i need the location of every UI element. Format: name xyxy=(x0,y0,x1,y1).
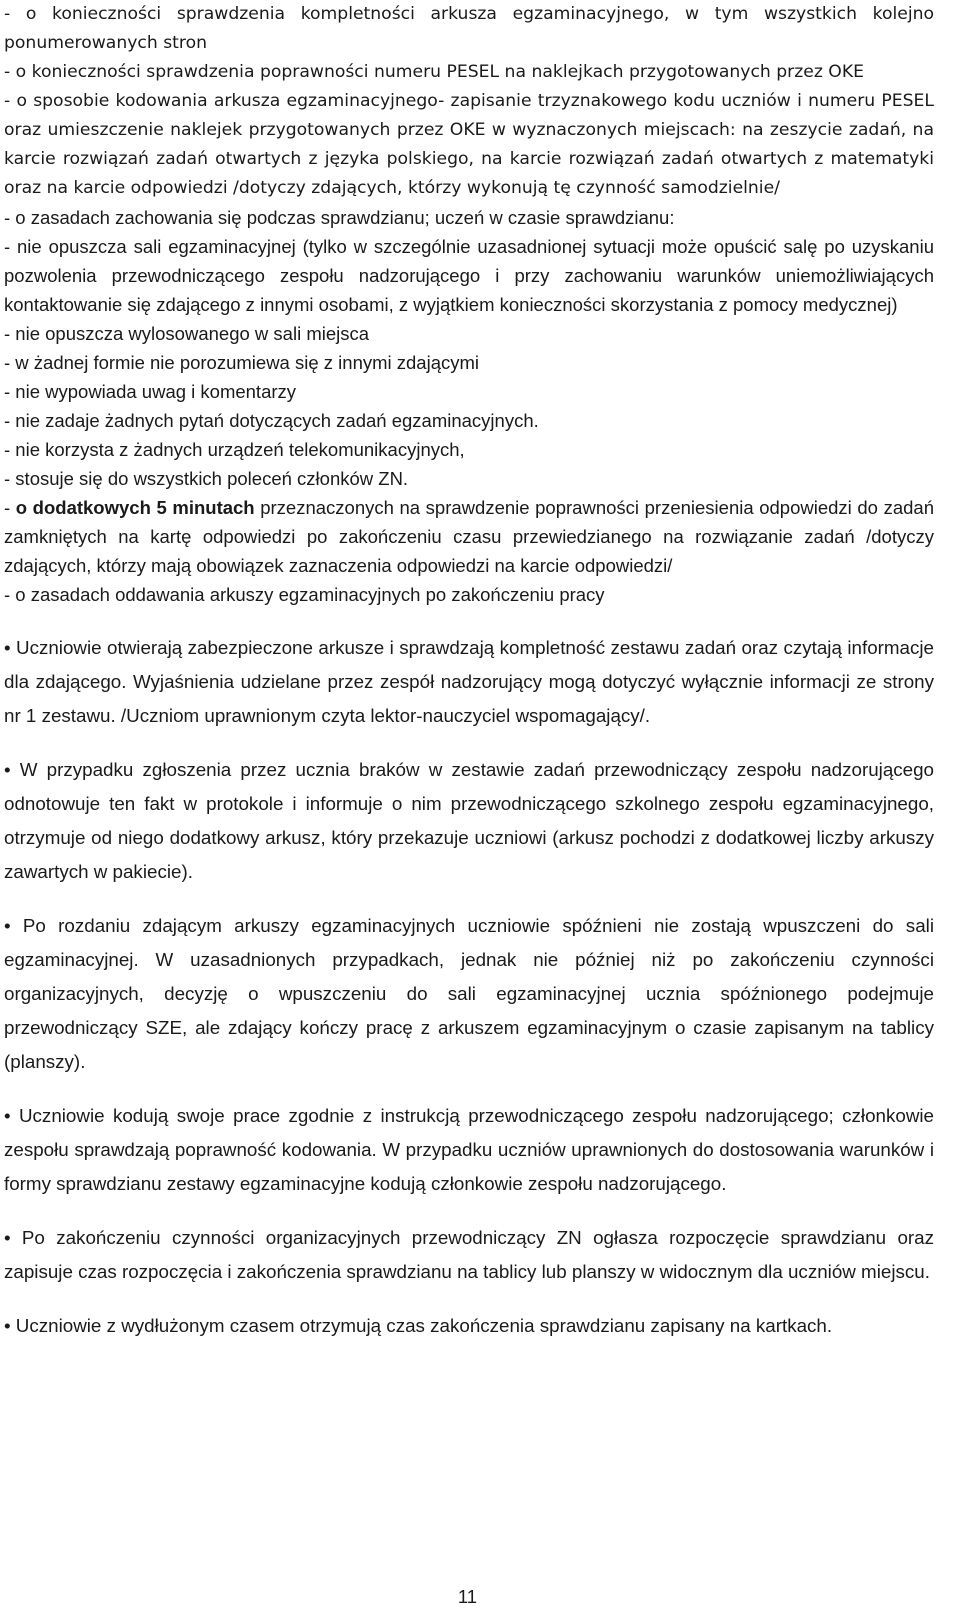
bullet-paragraph: • Uczniowie otwierają zabezpieczone arkusze i sprawdzają kompletność zestawu zadań oraz czytają informacje dla zdającego. Wyjaśnienia udzielane przez zespół nadzorujący mogą dotyczyć wyłącznie informacji ze strony nr 1 zestawu. /Uczniom uprawnionym czyta lektor-nauczyciel wspomagający/. xyxy=(4,637,934,726)
bullet-paragraph: • Po zakończeniu czynności organizacyjnych przewodniczący ZN ogłasza rozpoczęcie sprawdzianu oraz zapisuje czas rozpoczęcia i zakończenia sprawdzianu na tablicy lub planszy w widocznym dla uczniów miejscu. xyxy=(4,1227,934,1282)
list-item: - nie opuszcza sali egzaminacyjnej (tylko w szczególnie uzasadnionej sytuacji może opuścić salę po uzyskaniu pozwolenia przewodniczącego zespołu nadzorującego i przy zachowaniu warunków uniemożliwiających kontaktowanie się zdającego z innymi osobami, z wyjątkiem konieczności skorzystania z pomocy medycznej) xyxy=(4,236,934,315)
list-item: - nie zadaje żadnych pytań dotyczących zadań egzaminacyjnych. xyxy=(4,410,539,431)
instruction-list xyxy=(4,0,934,609)
bullet-paragraph: • Uczniowie kodują swoje prace zgodnie z instrukcją przewodniczącego zespołu nadzorującego; członkowie zespołu sprawdzają poprawność kodowania. W przypadku uczniów uprawnionych do dostosowania warunków i formy sprawdzianu zestawy egzaminacyjne kodują członkowie zespołu nadzorującego. xyxy=(4,1105,934,1194)
list-item: - o zasadach oddawania arkuszy egzaminacyjnych po zakończeniu pracy xyxy=(4,584,605,605)
list-item: - nie opuszcza wylosowanego w sali miejsca xyxy=(4,323,370,344)
bullet-section xyxy=(4,631,934,1343)
page-number: 11 xyxy=(457,1586,478,1607)
list-item: - o konieczności sprawdzenia poprawności numeru PESEL na naklejkach przygotowanych przez OKE xyxy=(4,62,864,82)
list-item: - o konieczności sprawdzenia kompletności arkusza egzaminacyjnego, w tym wszystkich kolejno ponumerowanych stron xyxy=(4,4,934,53)
bold-phrase: o dodatkowych 5 minutach xyxy=(15,497,255,518)
list-item: - w żadnej formie nie porozumiewa się z innymi zdającymi xyxy=(4,352,480,373)
list-item: - o sposobie kodowania arkusza egzaminacyjnego- zapisanie trzyznakowego kodu uczniów i numeru PESEL oraz umieszczenie naklejek przygotowanych przez OKE w wyznaczonych miejscach: na zeszycie zadań, na karcie rozwiązań zadań otwartych z języka polskiego, na karcie rozwiązań zadań otwartych z matematyki oraz na karcie odpowiedzi /dotyczy zdających, którzy wykonują tę czynność samodzielnie/ xyxy=(4,91,934,198)
list-item: - nie wypowiada uwag i komentarzy xyxy=(4,381,297,402)
item-rest: przeznaczonych na sprawdzenie poprawności przeniesienia odpowiedzi do zadań zamkniętych na kartę odpowiedzi po zakończeniu czasu przewiedzianego na rozwiązanie zadań /dotyczy zdających, którzy mają obowiązek zaznaczenia odpowiedzi na karcie odpowiedzi/ xyxy=(4,497,934,576)
list-item: - stosuje się do wszystkich poleceń członków ZN. xyxy=(4,468,409,489)
prefix: - xyxy=(4,497,16,518)
bullet-paragraph: • Po rozdaniu zdającym arkuszy egzaminacyjnych uczniowie spóźnieni nie zostają wpuszczeni do sali egzaminacyjnej. W uzasadnionych przypadkach, jednak nie później niż po zakończeniu czynności organizacyjnych, decyzję o wpuszczeniu do sali egzaminacyjnej ucznia spóźnionego podejmuje przewodniczący SZE, ale zdający kończy pracę z arkuszem egzaminacyjnym o czasie zapisanym na tablicy (planszy). xyxy=(4,915,934,1072)
bullet-paragraph: • Uczniowie z wydłużonym czasem otrzymują czas zakończenia sprawdzianu zapisany na kartkach. xyxy=(4,1315,833,1336)
list-item: - nie korzysta z żadnych urządzeń telekomunikacyjnych, xyxy=(4,439,465,460)
additional-minutes-item xyxy=(4,493,934,580)
bullet-paragraph: • W przypadku zgłoszenia przez ucznia braków w zestawie zadań przewodniczący zespołu nadzorującego odnotowuje ten fakt w protokole i informuje o nim przewodniczącego szkolnego zespołu egzaminacyjnego, otrzymuje od niego dodatkowy arkusz, który przekazuje uczniowi (arkusz pochodzi z dodatkowej liczby arkuszy zawartych w pakiecie). xyxy=(4,759,934,882)
list-item: - o zasadach zachowania się podczas sprawdzianu; uczeń w czasie sprawdzianu: xyxy=(4,207,675,228)
